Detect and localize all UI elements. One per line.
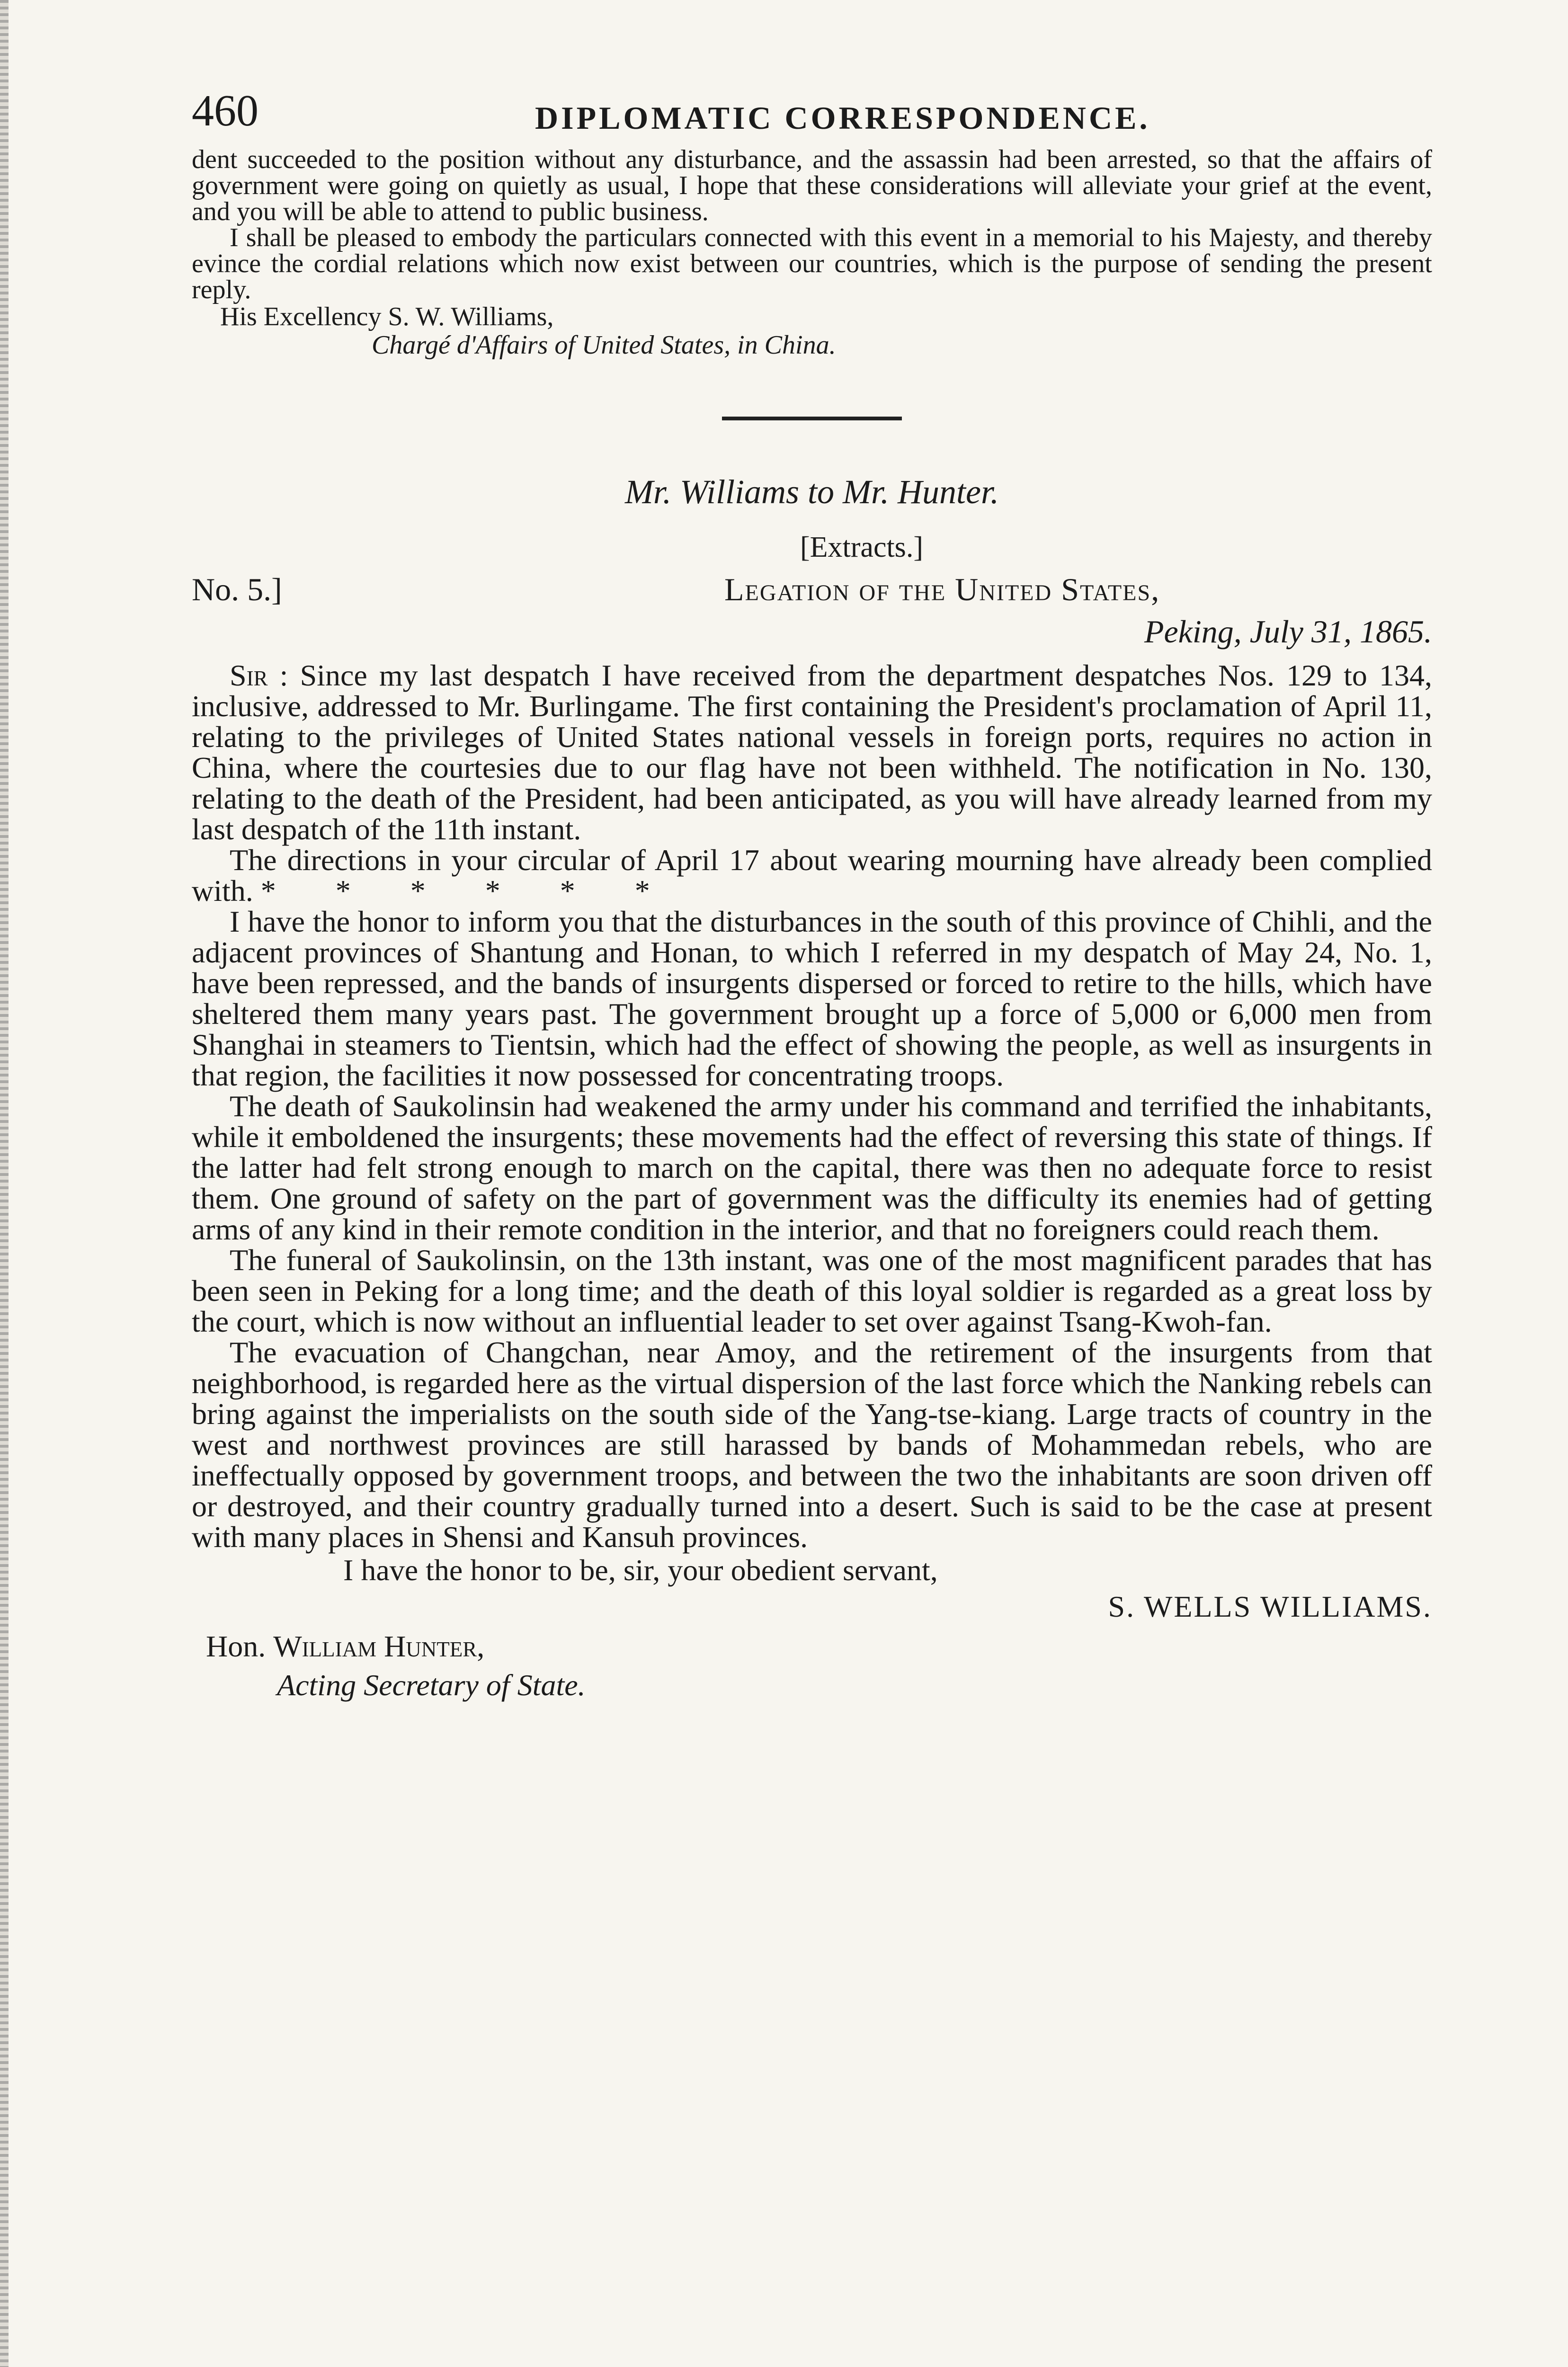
page-binding-edge xyxy=(0,0,9,2367)
recipient-title: Acting Secretary of State. xyxy=(277,1668,586,1702)
body-paragraph xyxy=(192,845,1432,906)
running-title: DIPLOMATIC CORRESPONDENCE. xyxy=(535,100,1150,136)
page-number: 460 xyxy=(192,86,258,135)
recipient-name: Hon. William Hunter, xyxy=(206,1629,485,1663)
body-paragraph: The death of Saukolinsin had weakened the army under his command and terrified the inhabitants, while it emboldened the insurgents; these movements had the effect of reversing this state of things. If the latter had felt strong enough to march on the capital, there was then no adequate force to resist them. One ground of safety on the part of government was the difficulty its enemies had of getting arms of any kind in their remote condition in the interior, and that no foreigners could reach them. xyxy=(192,1089,1432,1246)
closing-line: I have the honor to be, sir, your obedient servant, xyxy=(343,1553,938,1587)
paragraph-text: The directions in your circular of April 17 about wearing mourning have already been complied with. xyxy=(192,843,1432,908)
body-paragraph: The evacuation of Changchan, near Amoy, and the retirement of the insurgents from that neighborhood, is regarded here as the virtual dispersion of the last force which the Nanking rebels can bring against the imperialists on the south side of the Yang-tse-kiang. Large tracts of country in the west and northwest provinces are still harassed by bands of Mohammedan rebels, who are ineffectually opposed by government troops, and between the two the inhabitants are soon driven off or destroyed, and their country gradually turned into a desert. Such is said to be the case at present with many places in Shensi and Kansuh provinces. xyxy=(192,1335,1432,1554)
previous-addressee-title: Chargé d'Affairs of United States, in China. xyxy=(372,330,836,360)
legation-line: Legation of the United States, xyxy=(724,571,1160,607)
letter-heading: Mr. Williams to Mr. Hunter. xyxy=(624,473,999,511)
previous-paragraph: I shall be pleased to embody the particulars connected with this event in a memorial to his Majesty, and thereby evince the cordial relations which now exist between our countries, which is the purpose of sending the present reply. xyxy=(192,223,1432,304)
letter-body xyxy=(192,660,1432,1552)
section-divider xyxy=(722,417,902,420)
despatch-number: No. 5.] xyxy=(192,571,282,607)
running-header xyxy=(192,85,1432,147)
previous-paragraph: dent succeeded to the position without any disturbance, and the assassin had been arrested, so that the affairs of government were going on quietly as usual, I hope that these considerations will alleviate your grief at the event, and you will be able to attend to public business. xyxy=(192,145,1432,226)
dateline: Peking, July 31, 1865. xyxy=(1144,614,1432,650)
body-paragraph: The funeral of Saukolinsin, on the 13th instant, was one of the most magnificent parades that has been seen in Peking for a long time; and the death of this loyal soldier is regarded as a great loss by the court, which is now without an influential leader to set over against Tsang-Kwoh-fan. xyxy=(192,1243,1432,1338)
previous-addressee: His Excellency S. W. Williams, xyxy=(220,302,554,331)
ellipsis-stars: * * * * * * xyxy=(260,874,650,908)
previous-letter xyxy=(192,147,1432,360)
paragraph-text: Since my last despatch I have received from the department despatches Nos. 129 to 134, inclusive, addressed to Mr. Burlingame. The first containing the President's proclamation of April 11, relating to the privileges of United States national vessels in foreign ports, requires no action in China, where the courtesies due to our flag have not been withheld. The notification in No. 130, relating to the death of the President, had been anticipated, as you will have already learned from my last despatch of the 11th instant. xyxy=(192,658,1433,846)
recipient-name-text: William Hunter, xyxy=(273,1629,485,1663)
document-page xyxy=(192,85,1432,1703)
salutation: Sir : xyxy=(230,658,288,692)
signature: S. WELLS WILLIAMS. xyxy=(1108,1590,1432,1623)
body-paragraph xyxy=(192,660,1432,845)
body-paragraph: I have the honor to inform you that the disturbances in the south of this province of Chihli, and the adjacent provinces of Shantung and Honan, to which I referred in my despatch of May 24, No. 1, have been repressed, and the bands of insurgents dispersed or forced to retire to the hills, which have sheltered them many years past. The government brought up a force of 5,000 or 6,000 men from Shanghai in steamers to Tientsin, which had the effect of showing the people, as well as insurgents in that region, the facilities it now possessed for concentrating troops. xyxy=(192,905,1432,1092)
despatch-number-row xyxy=(192,571,1432,611)
extracts-label: [Extracts.] xyxy=(800,531,923,563)
